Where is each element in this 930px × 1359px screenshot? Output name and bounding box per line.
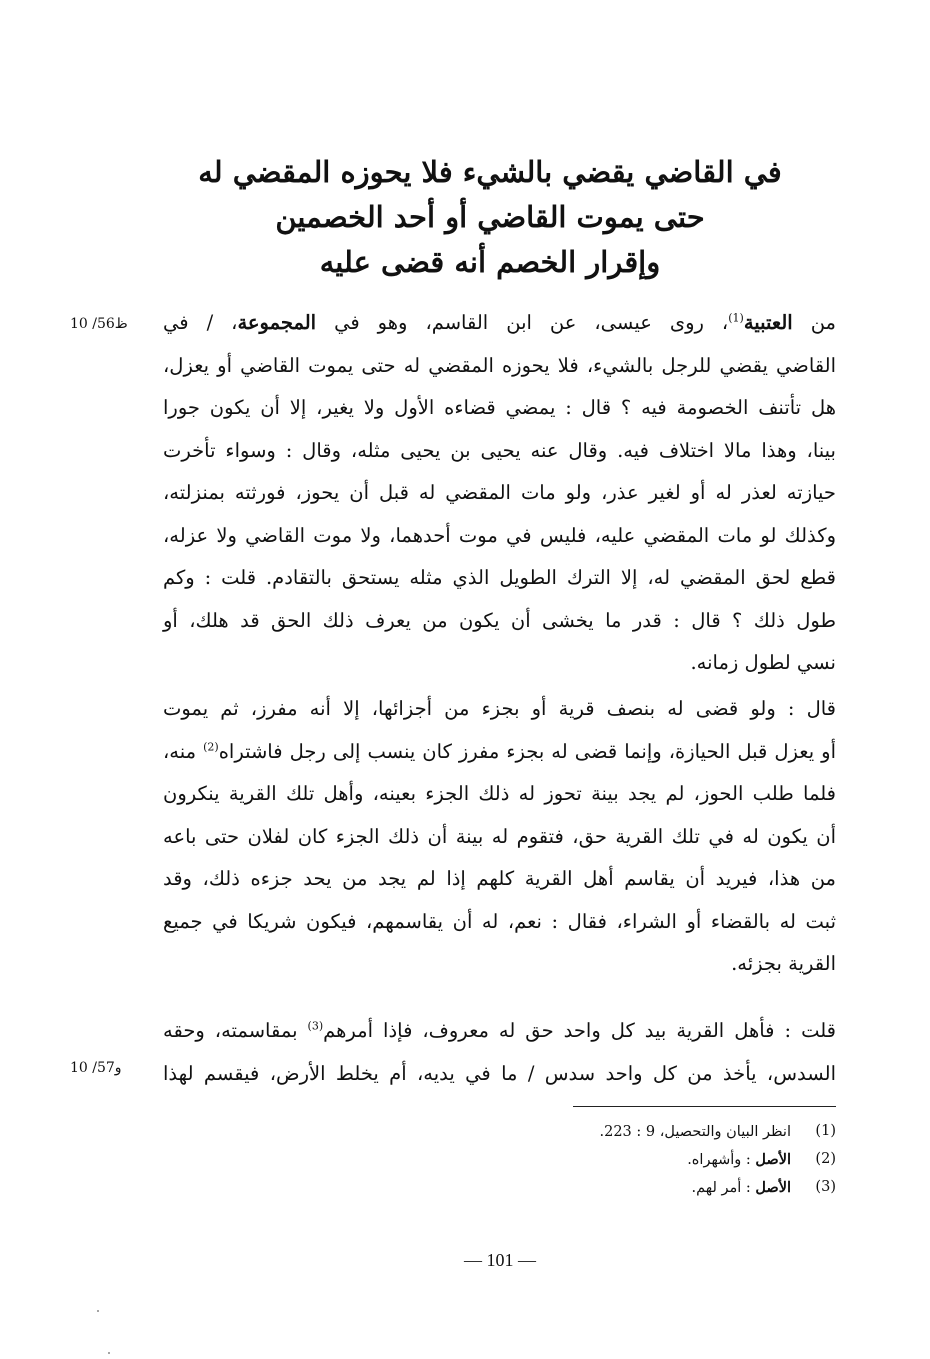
page-number: — 101 — bbox=[464, 1250, 536, 1270]
text-line: قال : ولو قضى له بنصف قرية أو بجزء من أجزائها، إلا أنه مفرز، ثم يموت bbox=[163, 697, 836, 720]
footnote-text: : أمر لهم. bbox=[691, 1180, 756, 1196]
paragraph-1 bbox=[163, 302, 836, 685]
text-line: وكذلك لو مات المقضي عليه، فليس في موت أحدهما، ولا موت القاضي ولا عزله، bbox=[163, 523, 836, 547]
text-line: أو يعزل قبل الحيازة، وإنما قضى له بجزء مفرز كان ينسب إلى رجل فاشتراه$^{(2)}$ منه، bbox=[163, 739, 836, 763]
footnote-ref: (3) bbox=[307, 1019, 324, 1033]
footnote-number: (2) bbox=[815, 1151, 836, 1167]
footnote-label: الأصل bbox=[755, 1151, 791, 1168]
text-line: من هذا، فيريد أن يقاسم أهل القرية كلهم إذا لم يجد من يحد جزءه ذلك، وقد bbox=[163, 867, 836, 890]
heading-line-3: وإقرار الخصم أنه قضى عليه bbox=[319, 245, 661, 279]
text-line: حيازته لعذر له أو لغير عذر، ولو مات المقضي له قبل أن يحوز، فورثته بمنزلته، bbox=[163, 481, 836, 504]
text-line: أن يكون له في تلك القرية حق، فتقوم له بينة أن ذلك الجزء كان لفلان حتى باعه bbox=[163, 824, 836, 848]
scan-speck bbox=[108, 1352, 110, 1354]
paragraph-2 bbox=[163, 688, 836, 986]
source-title: المجموعة bbox=[237, 311, 317, 334]
paragraph-3 bbox=[163, 1010, 836, 1095]
footnote-ref: (1) bbox=[728, 311, 744, 325]
chapter-heading bbox=[150, 150, 830, 285]
text-line: فلما طلب الحوز، لم يجد بينة تحوز له ذلك الجزء بعينه، وأهل تلك القرية ينكرون bbox=[163, 782, 836, 805]
text-line: السدس، يأخذ من كل واحد سدس / ما في يديه، أم يخلط الأرض، فيقسم لهذا bbox=[163, 1061, 836, 1085]
text-line: قلت : فأهل القرية بيد كل واحد حق له معروف، فإذا أمرهم$^{(3)}$ بمقاسمته، وحقه bbox=[163, 1019, 836, 1042]
footnotes bbox=[430, 1118, 836, 1202]
footnote-label: الأصل bbox=[755, 1179, 791, 1196]
footnote-text: : وأشهراه. bbox=[687, 1152, 756, 1168]
footnote-text: انظر البيان والتحصيل، 9 : 223. bbox=[599, 1124, 791, 1140]
footnote-item bbox=[430, 1118, 836, 1146]
text-line: طول ذلك ؟ قال : قدر ما يخشى أن يكون من يعرف ذلك الحق قد هلك، أو bbox=[163, 608, 836, 632]
heading-line-2: حتى يموت القاضي أو أحد الخصمين bbox=[275, 200, 705, 234]
footnote-divider bbox=[573, 1106, 836, 1107]
text-line: نسي لطول زمانه. bbox=[690, 651, 836, 674]
text-line: من العتبية$^{(1)}$، روى عيسى، عن ابن القاسم، وهو في المجموعة، / في bbox=[163, 311, 836, 334]
margin-folio-note: 10 /57و bbox=[70, 1060, 122, 1076]
text-line: بينا، وهذا مالا اختلاف فيه. وقال عنه يحيى بن يحيى مثله، وقال : وسواء تأخرت bbox=[163, 438, 836, 462]
text-line: ثبت له بالقضاء أو الشراء، فقال : نعم، له أن يقاسمهم، فيكون شريكا في جميع bbox=[163, 909, 836, 933]
text-line: هل تأتنف الخصومة فيه ؟ قال : يمضي قضاءه الأول ولا يغير، إلا أن يكون جورا bbox=[163, 396, 836, 419]
footnote-ref: (2) bbox=[203, 740, 219, 753]
heading-line-1: في القاضي يقضي بالشيء فلا يحوزه المقضي له bbox=[198, 155, 782, 189]
margin-folio-note: 10 /56ظ bbox=[70, 316, 128, 332]
footnote-number: (3) bbox=[815, 1179, 836, 1195]
footnote-number: (1) bbox=[815, 1123, 836, 1139]
scan-speck bbox=[97, 1310, 99, 1312]
footnote-item bbox=[430, 1174, 836, 1202]
text-line: قطع لحق المقضي له، إلا الترك الطويل الذي مثله يستحق بالتقادم. قلت : وكم bbox=[163, 566, 836, 589]
footnote-item bbox=[430, 1146, 836, 1174]
text-line: القرية بجزئه. bbox=[731, 952, 836, 975]
text-line: القاضي يقضي للرجل بالشيء، فلا يحوزه المقضي له حتى يموت القاضي أو يعزل، bbox=[163, 353, 836, 377]
source-title: العتبية bbox=[743, 311, 793, 334]
